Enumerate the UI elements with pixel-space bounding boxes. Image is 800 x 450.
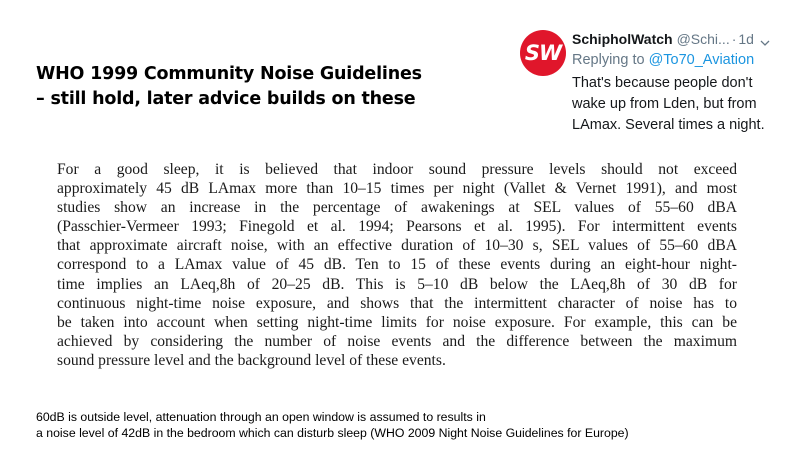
quote-line: be taken into account when setting night-time limits for noise exposure. For example, this can be xyxy=(57,313,737,331)
tweet-body-line: LAmax. Several times a night. xyxy=(572,117,765,133)
tweet-header xyxy=(572,30,794,48)
tweet-body-line: wake up from Lden, but from xyxy=(572,96,757,112)
slide-title-line: – still hold, later advice builds on these xyxy=(36,89,416,109)
footnote xyxy=(36,409,629,441)
quote-line: sound pressure level and the background level of these events. xyxy=(57,351,446,369)
quote-line: (Passchier-Vermeer 1993; Finegold et al. 1994; Pearsons et al. 1995). For intermittent events xyxy=(57,218,737,236)
quote-line: studies show an increase in the percentage of awakenings at SEL values of 55–60 dBA xyxy=(57,199,737,217)
slide-title xyxy=(36,62,476,112)
tweet-timestamp[interactable]: 1d xyxy=(738,31,754,47)
quote-line: correspond to a LAmax value of 45 dB. Ten to 15 of these events during an eight-hour night- xyxy=(57,256,737,274)
tweet-author-name[interactable]: SchipholWatch xyxy=(572,31,673,47)
quote-line: continuous night-time noise exposure, and shows that the intermittent character of noise has to xyxy=(57,294,737,312)
tweet-author-handle[interactable]: @Schi... xyxy=(676,31,730,47)
quote-line: time implies an LAeq,8h of 20–25 dB. This is 5–10 dB below the LAeq,8h of 30 dB for xyxy=(57,275,737,293)
tweet-reply-context xyxy=(572,51,754,70)
reply-prefix: Replying to xyxy=(572,52,649,68)
footnote-line: 60dB is outside level, attenuation through an open window is assumed to results in xyxy=(36,410,486,424)
reply-to-link[interactable]: @To70_Aviation xyxy=(648,52,755,68)
tweet-card[interactable] xyxy=(520,26,792,138)
quote-line: approximately 45 dB LAmax more than 10–15 times per night (Vallet & Vernet 1991), and most xyxy=(57,180,737,198)
quoted-excerpt xyxy=(57,160,737,370)
quote-line: achieved by considering the number of noise events and the difference between the maximum xyxy=(57,332,737,350)
tweet-body xyxy=(572,73,794,136)
chevron-down-icon[interactable] xyxy=(760,34,770,44)
tweet-body-line: That's because people don't xyxy=(572,75,753,91)
schipholwatch-logo-icon[interactable] xyxy=(520,30,566,76)
quote-line: that approximate aircraft noise, with an effective duration of 10–30 s, SEL values of 55–60 dBA xyxy=(57,237,737,255)
avatar-text: SW xyxy=(524,41,562,65)
quote-line: For a good sleep, it is believed that indoor sound pressure levels should not exceed xyxy=(57,161,737,178)
footnote-line: a noise level of 42dB in the bedroom which can disturb sleep (WHO 2009 Night Noise Guidelines for Europe) xyxy=(36,426,629,440)
slide-title-line: WHO 1999 Community Noise Guidelines xyxy=(36,64,422,84)
tweet-separator: · xyxy=(731,31,737,47)
